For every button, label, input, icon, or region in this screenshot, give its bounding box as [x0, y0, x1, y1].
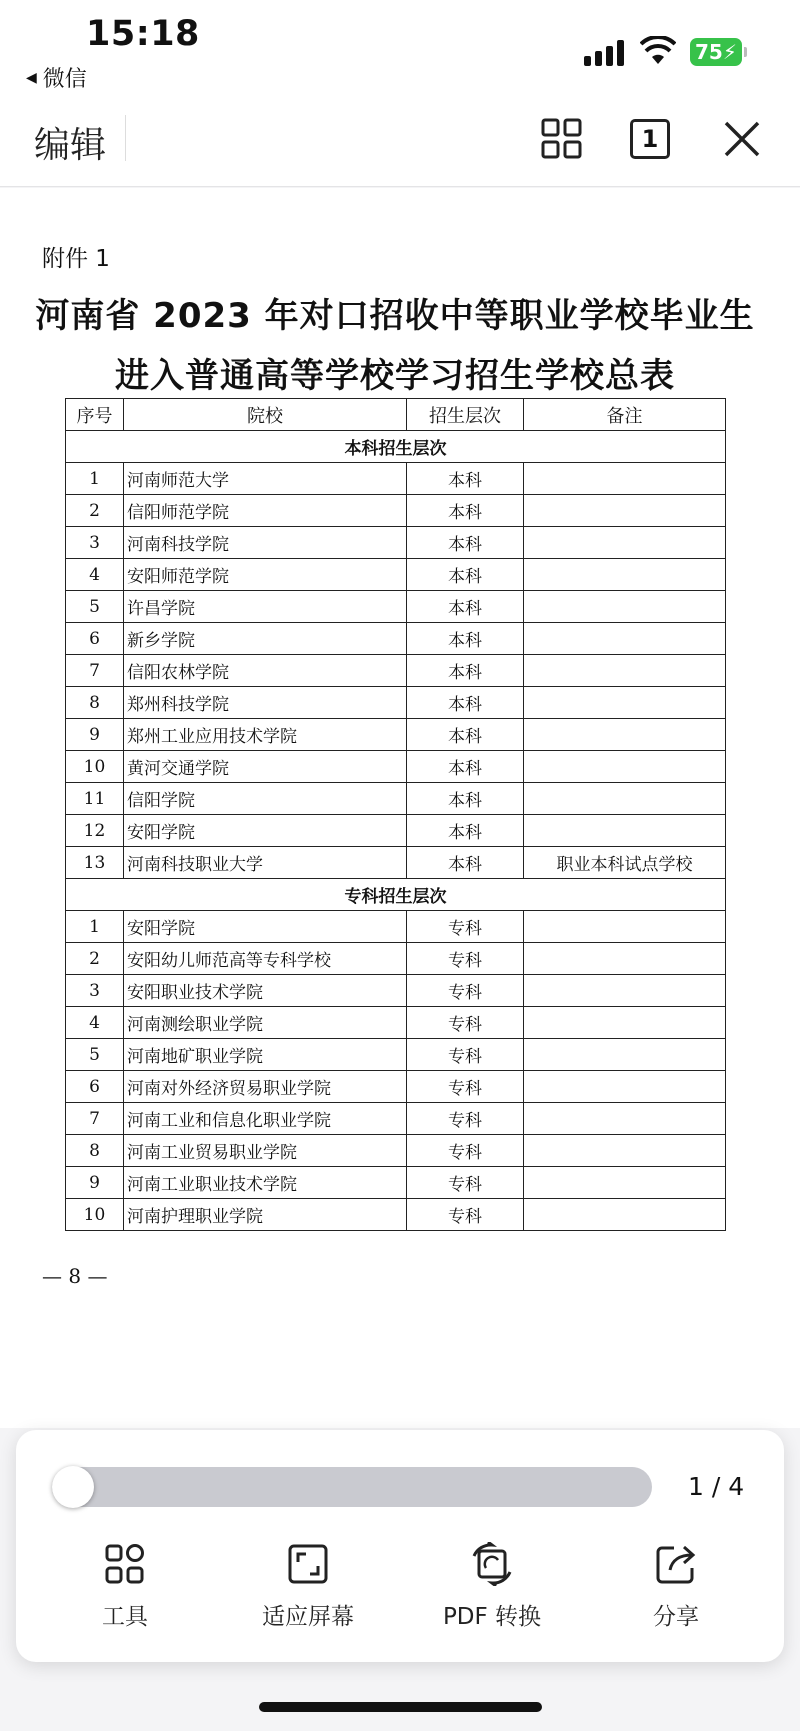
- row-note: [524, 815, 726, 847]
- status-bar: [0, 0, 800, 95]
- cellular-signal-icon: [584, 40, 626, 66]
- row-note: [524, 1007, 726, 1039]
- header-divider: [125, 115, 126, 161]
- row-note: [524, 623, 726, 655]
- row-level: 专科: [407, 975, 524, 1007]
- row-num: 3: [66, 975, 124, 1007]
- row-num: 13: [66, 847, 124, 879]
- document-title-line1: 河南省 2023 年对口招收中等职业学校毕业生: [35, 296, 755, 336]
- row-level: 本科: [407, 527, 524, 559]
- row-school: 河南工业贸易职业学院: [124, 1135, 407, 1167]
- row-level: 本科: [407, 623, 524, 655]
- section-title: 专科招生层次: [66, 879, 726, 911]
- row-note: [524, 1135, 726, 1167]
- row-note: [524, 495, 726, 527]
- row-note: [524, 943, 726, 975]
- row-note: [524, 655, 726, 687]
- row-note: [524, 911, 726, 943]
- row-note: [524, 527, 726, 559]
- row-num: 6: [66, 623, 124, 655]
- battery-indicator: [690, 38, 742, 66]
- row-level: 本科: [407, 687, 524, 719]
- row-level: 专科: [407, 1103, 524, 1135]
- table-row: [66, 495, 726, 527]
- row-level: 专科: [407, 1071, 524, 1103]
- page-count: 1 / 4: [688, 1472, 745, 1501]
- fit-screen-button[interactable]: [233, 1542, 383, 1631]
- row-note: [524, 975, 726, 1007]
- pdf-convert-icon: [470, 1542, 514, 1586]
- fit-screen-icon: [286, 1542, 330, 1586]
- row-level: 本科: [407, 751, 524, 783]
- row-note: [524, 591, 726, 623]
- battery-level: 75: [695, 40, 723, 64]
- attachment-label: 附件 1: [42, 246, 110, 272]
- table-row: [66, 527, 726, 559]
- table-row: [66, 623, 726, 655]
- section-row-undergrad: [66, 431, 726, 463]
- table-row: [66, 815, 726, 847]
- row-note: [524, 1199, 726, 1231]
- row-level: 专科: [407, 1135, 524, 1167]
- row-note: [524, 1103, 726, 1135]
- page-indicator-button[interactable]: 1: [630, 119, 670, 159]
- row-school: 安阳师范学院: [124, 559, 407, 591]
- table-row: [66, 975, 726, 1007]
- row-num: 9: [66, 719, 124, 751]
- row-school: 河南工业职业技术学院: [124, 1167, 407, 1199]
- row-num: 12: [66, 815, 124, 847]
- page-slider-track[interactable]: [52, 1467, 652, 1507]
- grid-view-icon[interactable]: [540, 117, 584, 161]
- row-note: [524, 1071, 726, 1103]
- table-row: [66, 1103, 726, 1135]
- row-school: 郑州工业应用技术学院: [124, 719, 407, 751]
- row-num: 8: [66, 687, 124, 719]
- document-title-line2: 进入普通高等学校学习招生学校总表: [115, 356, 675, 396]
- fit-screen-label: 适应屏幕: [262, 1604, 354, 1630]
- table-row: [66, 1007, 726, 1039]
- page-slider-thumb[interactable]: [52, 1466, 94, 1508]
- row-num: 1: [66, 911, 124, 943]
- table-row: [66, 1199, 726, 1231]
- back-triangle-icon: ◀: [26, 69, 37, 86]
- bottom-toolbar: [16, 1430, 784, 1662]
- row-school: 河南工业和信息化职业学院: [124, 1103, 407, 1135]
- row-num: 10: [66, 751, 124, 783]
- row-school: 河南师范大学: [124, 463, 407, 495]
- table-row: [66, 783, 726, 815]
- row-level: 专科: [407, 1039, 524, 1071]
- row-school: 许昌学院: [124, 591, 407, 623]
- col-header-num: 序号: [66, 399, 124, 431]
- section-row-college: [66, 879, 726, 911]
- row-level: 专科: [407, 1167, 524, 1199]
- row-level: 本科: [407, 815, 524, 847]
- table-row: [66, 687, 726, 719]
- table-row: [66, 719, 726, 751]
- row-note: [524, 687, 726, 719]
- schools-table: [65, 398, 726, 1231]
- row-num: 9: [66, 1167, 124, 1199]
- share-icon: [654, 1542, 698, 1586]
- row-level: 专科: [407, 943, 524, 975]
- row-num: 2: [66, 943, 124, 975]
- row-num: 4: [66, 559, 124, 591]
- row-num: 7: [66, 1103, 124, 1135]
- row-num: 3: [66, 527, 124, 559]
- row-school: 信阳学院: [124, 783, 407, 815]
- table-row: [66, 655, 726, 687]
- back-to-wechat[interactable]: [26, 62, 87, 93]
- row-num: 7: [66, 655, 124, 687]
- table-row: [66, 1167, 726, 1199]
- tools-grid-icon: [103, 1542, 147, 1586]
- wifi-icon: [640, 36, 676, 66]
- row-school: 河南地矿职业学院: [124, 1039, 407, 1071]
- row-num: 11: [66, 783, 124, 815]
- back-app-label: 微信: [42, 67, 87, 92]
- row-level: 本科: [407, 559, 524, 591]
- row-num: 4: [66, 1007, 124, 1039]
- tools-label: 工具: [102, 1604, 148, 1630]
- charging-bolt-icon: ⚡: [722, 40, 737, 64]
- table-row: [66, 1071, 726, 1103]
- table-row: [66, 1039, 726, 1071]
- row-school: 信阳农林学院: [124, 655, 407, 687]
- row-note: [524, 559, 726, 591]
- row-note: 职业本科试点学校: [524, 847, 726, 879]
- row-level: 专科: [407, 1007, 524, 1039]
- viewer-header: [0, 95, 800, 187]
- table-row: [66, 463, 726, 495]
- edit-button[interactable]: 编辑: [34, 125, 107, 166]
- section-title: 本科招生层次: [66, 431, 726, 463]
- row-level: 本科: [407, 591, 524, 623]
- row-note: [524, 719, 726, 751]
- row-school: 郑州科技学院: [124, 687, 407, 719]
- row-level: 本科: [407, 847, 524, 879]
- row-level: 本科: [407, 655, 524, 687]
- row-num: 6: [66, 1071, 124, 1103]
- col-header-school: 院校: [124, 399, 407, 431]
- status-time: 15:18: [86, 14, 200, 54]
- table-row: [66, 847, 726, 879]
- share-button[interactable]: [601, 1542, 751, 1631]
- pdf-convert-button[interactable]: [417, 1542, 567, 1631]
- row-school: 安阳学院: [124, 815, 407, 847]
- row-level: 本科: [407, 783, 524, 815]
- home-indicator[interactable]: [259, 1702, 542, 1712]
- row-note: [524, 1039, 726, 1071]
- row-level: 专科: [407, 911, 524, 943]
- row-school: 河南测绘职业学院: [124, 1007, 407, 1039]
- table-row: [66, 751, 726, 783]
- col-header-level: 招生层次: [407, 399, 524, 431]
- row-level: 专科: [407, 1199, 524, 1231]
- row-note: [524, 463, 726, 495]
- row-school: 安阳职业技术学院: [124, 975, 407, 1007]
- row-note: [524, 751, 726, 783]
- row-school: 安阳学院: [124, 911, 407, 943]
- row-num: 8: [66, 1135, 124, 1167]
- close-icon[interactable]: [720, 117, 764, 161]
- row-num: 2: [66, 495, 124, 527]
- table-row: [66, 1135, 726, 1167]
- table-row: [66, 559, 726, 591]
- row-school: 河南科技学院: [124, 527, 407, 559]
- col-header-note: 备注: [524, 399, 726, 431]
- row-school: 黄河交通学院: [124, 751, 407, 783]
- table-row: [66, 943, 726, 975]
- row-num: 1: [66, 463, 124, 495]
- row-num: 5: [66, 1039, 124, 1071]
- row-num: 5: [66, 591, 124, 623]
- row-school: 信阳师范学院: [124, 495, 407, 527]
- row-level: 本科: [407, 495, 524, 527]
- table-row: [66, 591, 726, 623]
- row-num: 10: [66, 1199, 124, 1231]
- row-school: 河南护理职业学院: [124, 1199, 407, 1231]
- row-note: [524, 783, 726, 815]
- row-school: 新乡学院: [124, 623, 407, 655]
- share-label: 分享: [653, 1604, 699, 1630]
- row-level: 本科: [407, 719, 524, 751]
- pdf-convert-label: PDF 转换: [442, 1604, 542, 1630]
- row-school: 河南对外经济贸易职业学院: [124, 1071, 407, 1103]
- row-level: 本科: [407, 463, 524, 495]
- table-header-row: [66, 399, 726, 431]
- table-row: [66, 911, 726, 943]
- row-school: 河南科技职业大学: [124, 847, 407, 879]
- row-school: 安阳幼儿师范高等专科学校: [124, 943, 407, 975]
- document-page: [0, 188, 800, 1428]
- page-number: — 8 —: [42, 1264, 108, 1288]
- row-note: [524, 1167, 726, 1199]
- tools-button[interactable]: [50, 1542, 200, 1631]
